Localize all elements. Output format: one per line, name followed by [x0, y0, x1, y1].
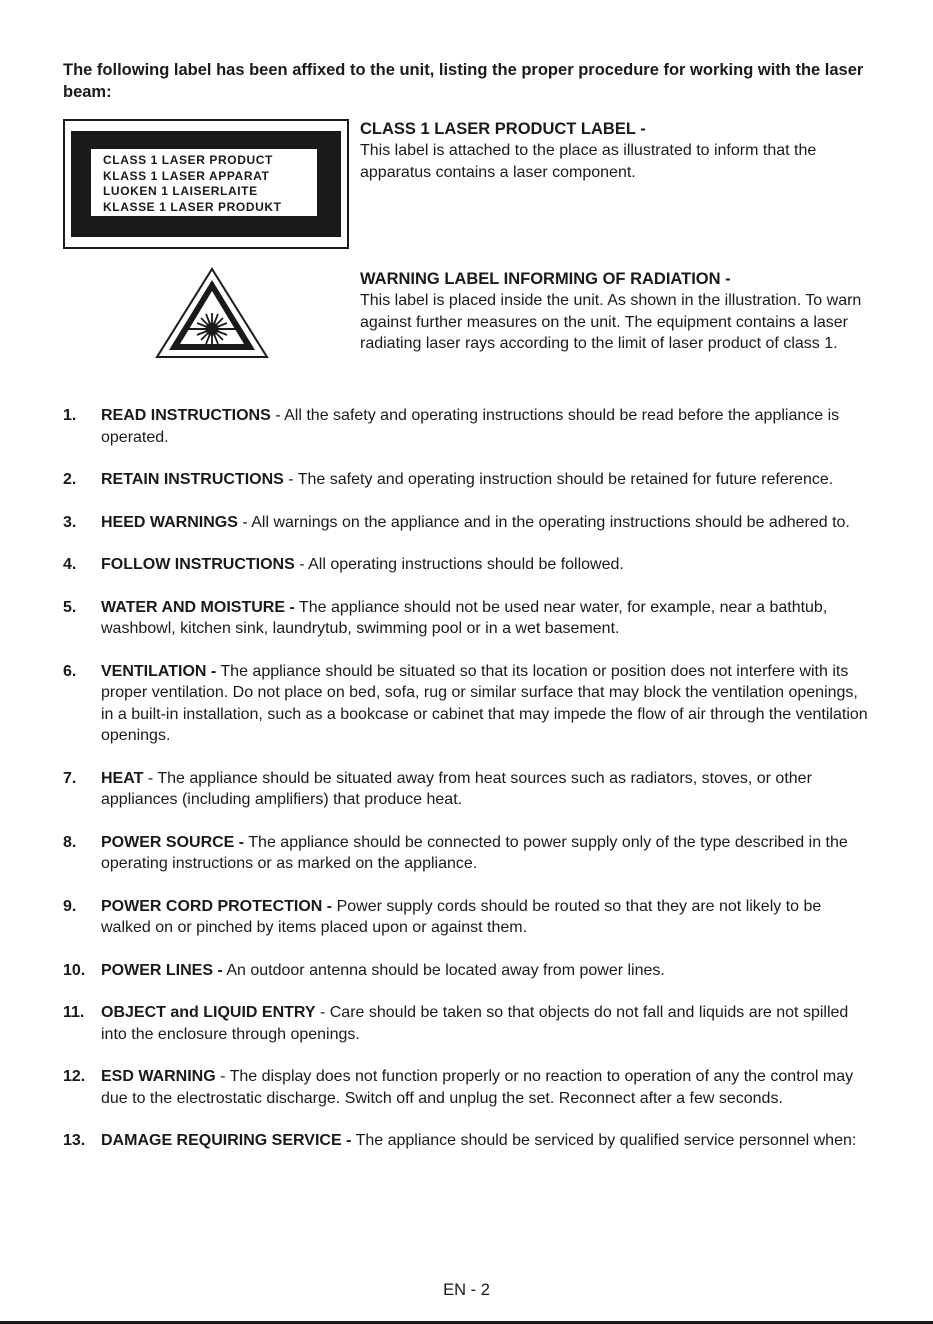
item-title: READ INSTRUCTIONS	[101, 407, 271, 424]
item-text: Power supply cords should be routed so that they are not likely to be walked on or pinched by items placed upon or against them.	[101, 897, 822, 936]
item-text: The appliance should not be used near water, for example, near a bathtub, washbowl, kitchen sink, laundrytub, swimming pool or in a wet basement.	[101, 598, 828, 637]
radiation-description	[360, 268, 880, 355]
list-item	[63, 469, 873, 491]
item-title: RETAIN INSTRUCTIONS	[101, 471, 284, 488]
class1-laser-label	[63, 119, 349, 249]
laser-label-line: KLASSE 1 LASER PRODUKT	[103, 199, 282, 214]
item-text: All operating instructions should be followed.	[308, 556, 624, 573]
item-separator: -	[143, 769, 158, 787]
item-title: POWER CORD PROTECTION -	[101, 897, 333, 915]
list-item	[63, 768, 873, 811]
list-item	[63, 661, 873, 747]
item-text: All the safety and operating instructions should be read before the appliance is operated.	[101, 407, 840, 446]
list-item	[63, 896, 873, 939]
item-number: 5.	[63, 598, 77, 616]
item-title: HEED WARNINGS	[101, 513, 238, 531]
item-number: 9.	[63, 897, 77, 915]
list-item	[63, 1066, 873, 1109]
item-number: 2.	[63, 471, 77, 488]
laser-label-line: CLASS 1 LASER PRODUCT	[103, 153, 273, 167]
laser-radiation-warning-icon	[155, 267, 269, 359]
laser-label-border	[71, 131, 341, 237]
item-text: The display does not function properly or no reaction to operation of any the control may due to the electrostatic discharge. Switch off and unplug the set. Reconnect after a few seconds.	[101, 1068, 854, 1107]
item-separator: -	[315, 1004, 330, 1021]
item-number: 3.	[63, 513, 77, 531]
item-text: The appliance should be situated away from heat sources such as radiators, stoves, or other appliances (including amplifiers) that produce heat.	[101, 769, 812, 808]
list-item	[63, 597, 873, 640]
laser-label-line: KLASS 1 LASER APPARAT	[103, 168, 270, 183]
item-text: The appliance should be connected to power supply only of the type described in the operating instructions or as marked on the appliance.	[101, 833, 848, 872]
item-text: Care should be taken so that objects do not fall and liquids are not spilled into the enclosure through openings.	[101, 1004, 849, 1043]
laser-label-text-panel	[91, 149, 317, 216]
item-title: POWER SOURCE -	[101, 833, 245, 851]
item-title: POWER LINES -	[101, 961, 223, 979]
list-item	[63, 1130, 873, 1152]
list-item	[63, 960, 873, 982]
item-number: 6.	[63, 662, 77, 680]
item-number: 12.	[63, 1068, 86, 1085]
item-text: The safety and operating instruction should be retained for future reference.	[297, 471, 834, 488]
item-number: 8.	[63, 833, 77, 851]
item-text: The appliance should be serviced by qualified service personnel when:	[355, 1132, 857, 1149]
item-title: ESD WARNING	[101, 1068, 216, 1085]
list-item	[63, 1002, 873, 1045]
item-title: OBJECT and LIQUID ENTRY	[101, 1004, 316, 1021]
item-title: HEAT	[101, 769, 144, 787]
safety-instructions-list	[63, 405, 873, 1152]
item-separator: -	[270, 407, 285, 424]
item-number: 7.	[63, 769, 77, 787]
list-item	[63, 405, 873, 448]
item-title: VENTILATION -	[101, 662, 217, 680]
item-number: 10.	[63, 961, 86, 979]
item-text: The appliance should be situated so that its location or position does not interfere with its proper ventilation. Do not place on bed, sofa, rug or similar surface that may block the ventilation openings, in a built-in installation, such as a bookcase or cabinet that may impede the flow of air through the ventilation openings.	[101, 662, 868, 744]
item-separator: -	[294, 556, 309, 573]
radiation-text: This label is placed inside the unit. As shown in the illustration. To warn against further measures on the unit. The equipment contains a laser radiating laser rays according to the limit of laser product of class 1.	[360, 292, 862, 352]
item-separator: -	[215, 1068, 230, 1085]
item-title: WATER AND MOISTURE -	[101, 598, 295, 616]
class1-text: This label is attached to the place as illustrated to inform that the apparatus contains a laser component.	[360, 142, 817, 181]
list-item	[63, 554, 873, 576]
radiation-title: WARNING LABEL INFORMING OF RADIATION -	[360, 270, 731, 288]
item-number: 1.	[63, 407, 77, 424]
item-separator: -	[237, 513, 252, 531]
item-number: 4.	[63, 556, 77, 573]
item-number: 11.	[63, 1004, 85, 1021]
item-text: All warnings on the appliance and in the operating instructions should be adhered to.	[251, 513, 850, 531]
class1-title: CLASS 1 LASER PRODUCT LABEL -	[360, 120, 646, 138]
list-item	[63, 512, 873, 534]
page-number: EN - 2	[443, 1281, 490, 1299]
intro-text: The following label has been affixed to the unit, listing the proper procedure for working with the laser beam:	[63, 61, 864, 101]
laser-label-line: LUOKEN 1 LAISERLAITE	[103, 184, 258, 198]
item-title: DAMAGE REQUIRING SERVICE -	[101, 1132, 352, 1149]
item-text: An outdoor antenna should be located away from power lines.	[226, 961, 665, 979]
list-item	[63, 832, 873, 875]
item-title: FOLLOW INSTRUCTIONS	[101, 556, 295, 573]
item-separator: -	[283, 471, 298, 488]
class1-description	[360, 118, 880, 183]
item-number: 13.	[63, 1132, 86, 1149]
